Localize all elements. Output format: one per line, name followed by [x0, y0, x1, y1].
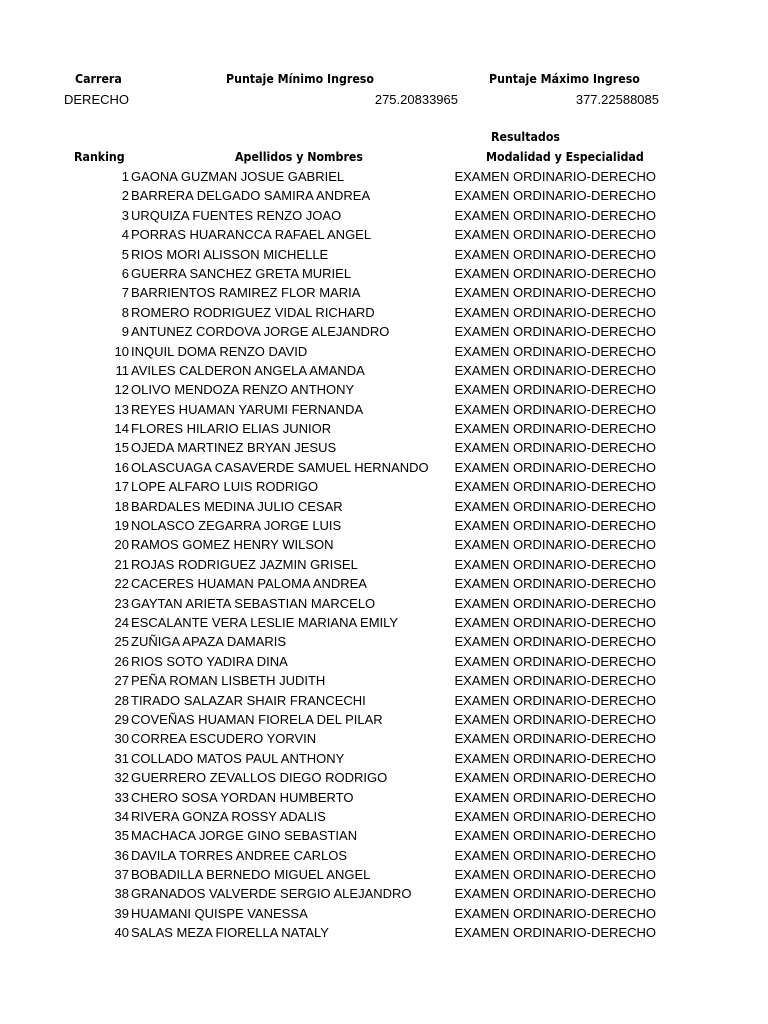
row-modalidad: EXAMEN ORDINARIO-DERECHO [454, 188, 656, 204]
row-rank: 22 [114, 576, 129, 592]
row-rank: 35 [114, 828, 129, 844]
row-rank: 2 [121, 188, 129, 204]
row-name: RIOS MORI ALISSON MICHELLE [131, 246, 329, 262]
row-name: OJEDA MARTINEZ BRYAN JESUS [131, 440, 337, 456]
table-row [0, 438, 768, 457]
row-modalidad: EXAMEN ORDINARIO-DERECHO [454, 421, 656, 437]
row-modalidad: EXAMEN ORDINARIO-DERECHO [454, 479, 656, 495]
row-modalidad: EXAMEN ORDINARIO-DERECHO [454, 459, 656, 475]
table-row [0, 574, 768, 593]
column-header-ranking: Ranking [74, 150, 125, 164]
row-modalidad: EXAMEN ORDINARIO-DERECHO [454, 285, 656, 301]
row-modalidad: EXAMEN ORDINARIO-DERECHO [454, 556, 656, 572]
row-modalidad: EXAMEN ORDINARIO-DERECHO [454, 401, 656, 417]
row-modalidad: EXAMEN ORDINARIO-DERECHO [454, 169, 656, 184]
row-modalidad: EXAMEN ORDINARIO-DERECHO [454, 673, 656, 689]
row-name: INQUIL DOMA RENZO DAVID [131, 343, 308, 359]
row-rank: 18 [114, 498, 129, 514]
table-row [0, 788, 768, 807]
row-name: CHERO SOSA YORDAN HUMBERTO [131, 789, 354, 805]
row-rank: 16 [114, 459, 129, 475]
row-modalidad: EXAMEN ORDINARIO-DERECHO [454, 905, 656, 921]
row-name: PORRAS HUARANCCA RAFAEL ANGEL [131, 227, 372, 243]
row-modalidad: EXAMEN ORDINARIO-DERECHO [454, 382, 656, 398]
row-name: REYES HUAMAN YARUMI FERNANDA [131, 401, 364, 417]
row-rank: 30 [114, 731, 129, 747]
row-modalidad: EXAMEN ORDINARIO-DERECHO [454, 808, 656, 824]
table-row [0, 206, 768, 225]
row-rank: 34 [114, 808, 129, 824]
row-rank: 37 [114, 867, 129, 883]
table-row [0, 245, 768, 264]
row-rank: 38 [114, 886, 129, 902]
row-modalidad: EXAMEN ORDINARIO-DERECHO [454, 362, 656, 378]
table-row [0, 729, 768, 748]
row-modalidad: EXAMEN ORDINARIO-DERECHO [454, 576, 656, 592]
row-name: BARRIENTOS RAMIREZ FLOR MARIA [131, 285, 361, 301]
table-row [0, 652, 768, 671]
column-header-apellidos-nombres: Apellidos y Nombres [235, 150, 363, 164]
table-row [0, 632, 768, 651]
table-row [0, 497, 768, 516]
table-row [0, 865, 768, 884]
row-modalidad: EXAMEN ORDINARIO-DERECHO [454, 653, 656, 669]
row-name: NOLASCO ZEGARRA JORGE LUIS [131, 518, 342, 534]
row-rank: 39 [114, 905, 129, 921]
row-modalidad: EXAMEN ORDINARIO-DERECHO [454, 731, 656, 747]
row-name: RAMOS GOMEZ HENRY WILSON [131, 537, 334, 553]
row-rank: 40 [114, 925, 129, 941]
row-rank: 20 [114, 537, 129, 553]
row-rank: 21 [114, 556, 129, 572]
row-rank: 15 [114, 440, 129, 456]
table-row [0, 516, 768, 535]
table-row [0, 380, 768, 399]
row-rank: 8 [121, 304, 129, 320]
row-rank: 9 [121, 324, 129, 340]
row-rank: 11 [115, 362, 129, 378]
row-name: FLORES HILARIO ELIAS JUNIOR [131, 421, 332, 437]
table-row [0, 594, 768, 613]
row-rank: 31 [114, 750, 129, 766]
carrera-label: Carrera [75, 72, 122, 86]
row-modalidad: EXAMEN ORDINARIO-DERECHO [454, 518, 656, 534]
row-name: ROJAS RODRIGUEZ JAZMIN GRISEL [131, 556, 358, 572]
table-row [0, 749, 768, 768]
row-rank: 24 [114, 614, 129, 630]
row-name: COVEÑAS HUAMAN FIORELA DEL PILAR [131, 711, 383, 727]
row-modalidad: EXAMEN ORDINARIO-DERECHO [454, 207, 656, 223]
table-row [0, 283, 768, 302]
row-modalidad: EXAMEN ORDINARIO-DERECHO [454, 227, 656, 243]
puntaje-maximo-value: 377.22588085 [575, 92, 659, 107]
row-modalidad: EXAMEN ORDINARIO-DERECHO [454, 925, 656, 941]
table-row [0, 264, 768, 283]
row-rank: 29 [114, 711, 129, 727]
row-modalidad: EXAMEN ORDINARIO-DERECHO [454, 750, 656, 766]
row-rank: 6 [121, 265, 129, 281]
table-row [0, 167, 768, 186]
results-table-body [0, 167, 768, 943]
row-rank: 13 [114, 401, 129, 417]
carrera-value: DERECHO [64, 92, 130, 107]
table-row [0, 535, 768, 554]
table-row [0, 884, 768, 903]
row-name: OLIVO MENDOZA RENZO ANTHONY [131, 382, 355, 398]
row-name: ESCALANTE VERA LESLIE MARIANA EMILY [131, 614, 399, 630]
row-name: ANTUNEZ CORDOVA JORGE ALEJANDRO [131, 324, 390, 340]
row-name: ROMERO RODRIGUEZ VIDAL RICHARD [131, 304, 375, 320]
row-modalidad: EXAMEN ORDINARIO-DERECHO [454, 304, 656, 320]
row-name: HUAMANI QUISPE VANESSA [131, 905, 308, 921]
table-row [0, 458, 768, 477]
row-rank: 4 [121, 227, 129, 243]
row-rank: 10 [114, 343, 129, 359]
table-row [0, 303, 768, 322]
row-rank: 14 [114, 421, 129, 437]
row-name: GAONA GUZMAN JOSUE GABRIEL [131, 169, 345, 184]
row-rank: 32 [114, 770, 129, 786]
row-name: AVILES CALDERON ANGELA AMANDA [131, 362, 365, 378]
table-row [0, 904, 768, 923]
row-name: BARDALES MEDINA JULIO CESAR [131, 498, 343, 514]
row-modalidad: EXAMEN ORDINARIO-DERECHO [454, 886, 656, 902]
row-modalidad: EXAMEN ORDINARIO-DERECHO [454, 440, 656, 456]
table-row [0, 846, 768, 865]
row-rank: 17 [114, 479, 129, 495]
table-row [0, 477, 768, 496]
table-row [0, 361, 768, 380]
row-name: GRANADOS VALVERDE SERGIO ALEJANDRO [131, 886, 412, 902]
row-rank: 7 [121, 285, 129, 301]
row-rank: 12 [114, 382, 129, 398]
row-rank: 33 [114, 789, 129, 805]
row-name: COLLADO MATOS PAUL ANTHONY [131, 750, 345, 766]
row-name: CACERES HUAMAN PALOMA ANDREA [131, 576, 367, 592]
row-rank: 36 [114, 847, 129, 863]
table-row [0, 225, 768, 244]
row-name: RIOS SOTO YADIRA DINA [131, 653, 288, 669]
table-row [0, 923, 768, 942]
row-modalidad: EXAMEN ORDINARIO-DERECHO [454, 828, 656, 844]
table-row [0, 400, 768, 419]
row-modalidad: EXAMEN ORDINARIO-DERECHO [454, 867, 656, 883]
row-modalidad: EXAMEN ORDINARIO-DERECHO [454, 634, 656, 650]
table-row [0, 555, 768, 574]
table-row [0, 419, 768, 438]
row-modalidad: EXAMEN ORDINARIO-DERECHO [454, 537, 656, 553]
table-row [0, 613, 768, 632]
row-modalidad: EXAMEN ORDINARIO-DERECHO [454, 265, 656, 281]
row-name: BARRERA DELGADO SAMIRA ANDREA [131, 188, 371, 204]
row-modalidad: EXAMEN ORDINARIO-DERECHO [454, 614, 656, 630]
row-name: GUERRA SANCHEZ GRETA MURIEL [131, 265, 352, 281]
row-rank: 3 [121, 207, 129, 223]
row-name: ZUÑIGA APAZA DAMARIS [131, 634, 287, 650]
table-row [0, 186, 768, 205]
row-name: RIVERA GONZA ROSSY ADALIS [131, 808, 326, 824]
row-name: SALAS MEZA FIORELLA NATALY [131, 925, 329, 941]
row-modalidad: EXAMEN ORDINARIO-DERECHO [454, 595, 656, 611]
row-name: MACHACA JORGE GINO SEBASTIAN [131, 828, 358, 844]
row-modalidad: EXAMEN ORDINARIO-DERECHO [454, 770, 656, 786]
column-header-modalidad: Modalidad y Especialidad [486, 150, 644, 164]
row-rank: 1 [121, 169, 129, 184]
row-rank: 28 [114, 692, 129, 708]
row-modalidad: EXAMEN ORDINARIO-DERECHO [454, 246, 656, 262]
row-name: GUERRERO ZEVALLOS DIEGO RODRIGO [131, 770, 388, 786]
row-modalidad: EXAMEN ORDINARIO-DERECHO [454, 692, 656, 708]
row-name: TIRADO SALAZAR SHAIR FRANCECHI [131, 692, 366, 708]
row-name: CORREA ESCUDERO YORVIN [131, 731, 317, 747]
row-name: PEÑA ROMAN LISBETH JUDITH [131, 673, 326, 689]
row-name: BOBADILLA BERNEDO MIGUEL ANGEL [131, 867, 371, 883]
table-row [0, 807, 768, 826]
row-modalidad: EXAMEN ORDINARIO-DERECHO [454, 789, 656, 805]
puntaje-minimo-label: Puntaje Mínimo Ingreso [226, 72, 374, 86]
table-row [0, 322, 768, 341]
table-row [0, 671, 768, 690]
table-row [0, 342, 768, 361]
row-name: DAVILA TORRES ANDREE CARLOS [131, 847, 348, 863]
row-modalidad: EXAMEN ORDINARIO-DERECHO [454, 711, 656, 727]
table-row [0, 691, 768, 710]
table-row [0, 826, 768, 845]
row-name: LOPE ALFARO LUIS RODRIGO [131, 479, 319, 495]
resultados-label: Resultados [491, 130, 560, 144]
table-row [0, 768, 768, 787]
row-modalidad: EXAMEN ORDINARIO-DERECHO [454, 498, 656, 514]
row-rank: 25 [114, 634, 129, 650]
row-rank: 19 [114, 518, 129, 534]
row-name: GAYTAN ARIETA SEBASTIAN MARCELO [131, 595, 376, 611]
puntaje-maximo-label: Puntaje Máximo Ingreso [489, 72, 640, 86]
table-row [0, 710, 768, 729]
row-rank: 27 [114, 673, 129, 689]
row-modalidad: EXAMEN ORDINARIO-DERECHO [454, 847, 656, 863]
row-modalidad: EXAMEN ORDINARIO-DERECHO [454, 324, 656, 340]
row-rank: 26 [114, 653, 129, 669]
row-modalidad: EXAMEN ORDINARIO-DERECHO [454, 343, 656, 359]
puntaje-minimo-value: 275.20833965 [374, 92, 458, 107]
row-rank: 23 [114, 595, 129, 611]
row-name: URQUIZA FUENTES RENZO JOAO [131, 207, 342, 223]
row-rank: 5 [121, 246, 129, 262]
row-name: OLASCUAGA CASAVERDE SAMUEL HERNANDO [131, 459, 429, 475]
